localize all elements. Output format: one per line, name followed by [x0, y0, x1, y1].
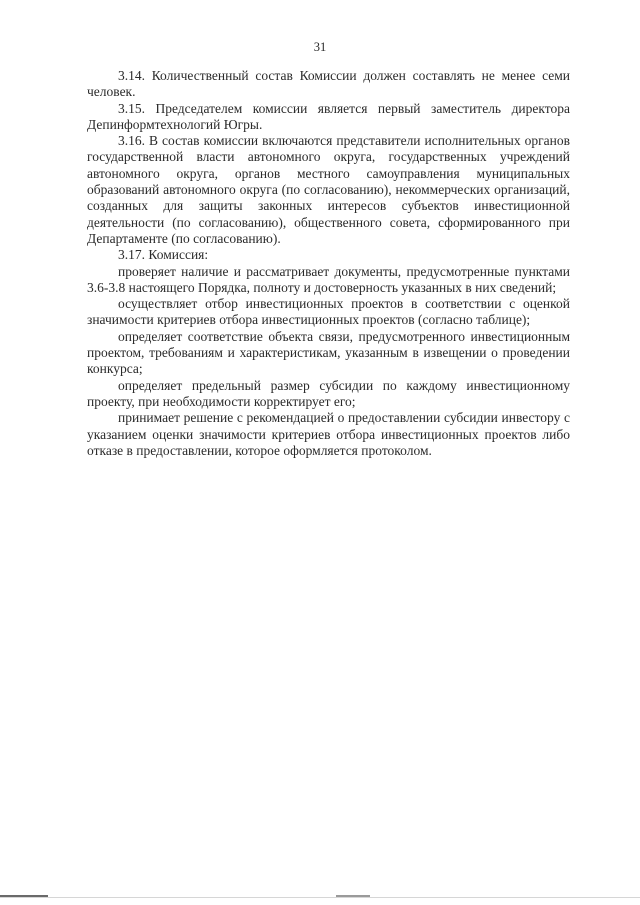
document-body	[87, 68, 570, 459]
bottom-scan-mark	[0, 895, 48, 897]
bottom-scan-edge	[0, 897, 640, 898]
paragraph-3-17: 3.17. Комиссия:	[118, 247, 209, 263]
duty-item-select-projects: осуществляет отбор инвестиционных проектов в соответствии с оценкой значимости критериев отбора инвестиционных проектов (согласно таблице);	[87, 296, 570, 328]
duty-item-check-documents: проверяет наличие и рассматривает документы, предусмотренные пунктами 3.6-3.8 настоящего Порядка, полноту и достоверность указанных в них сведений;	[87, 263, 570, 295]
duty-item-verify-object: определяет соответствие объекта связи, предусмотренного инвестиционным проектом, требованиям и характеристикам, указанным в извещении о проведении конкурса;	[87, 328, 570, 377]
page-number: 31	[313, 40, 327, 54]
bottom-scan-mark	[336, 895, 370, 897]
paragraph-3-15: 3.15. Председателем комиссии является первый заместитель директора Депинформтехнологий Югры.	[87, 100, 570, 132]
duty-item-decision: принимает решение с рекомендацией о предоставлении субсидии инвестору с указанием оценки значимости критериев отбора инвестиционных проектов либо отказе в предоставлении, которое оформляется протоколом.	[87, 410, 570, 458]
duty-item-subsidy-limit: определяет предельный размер субсидии по каждому инвестиционному проекту, при необходимости корректирует его;	[87, 377, 570, 409]
paragraph-3-14: 3.14. Количественный состав Комиссии должен составлять не менее семи человек.	[87, 68, 570, 100]
paragraph-3-16: 3.16. В состав комиссии включаются представители исполнительных органов государственной власти автономного округа, государственных учреждений автономного округа, органов местного самоуправления муниципальных образований автономного округа (по согласованию), некоммерческих организаций, созданных для защиты законных интересов субъектов инвестиционной деятельности (по согласованию), общественного совета, сформированного при Департаменте (по согласованию).	[87, 133, 570, 246]
